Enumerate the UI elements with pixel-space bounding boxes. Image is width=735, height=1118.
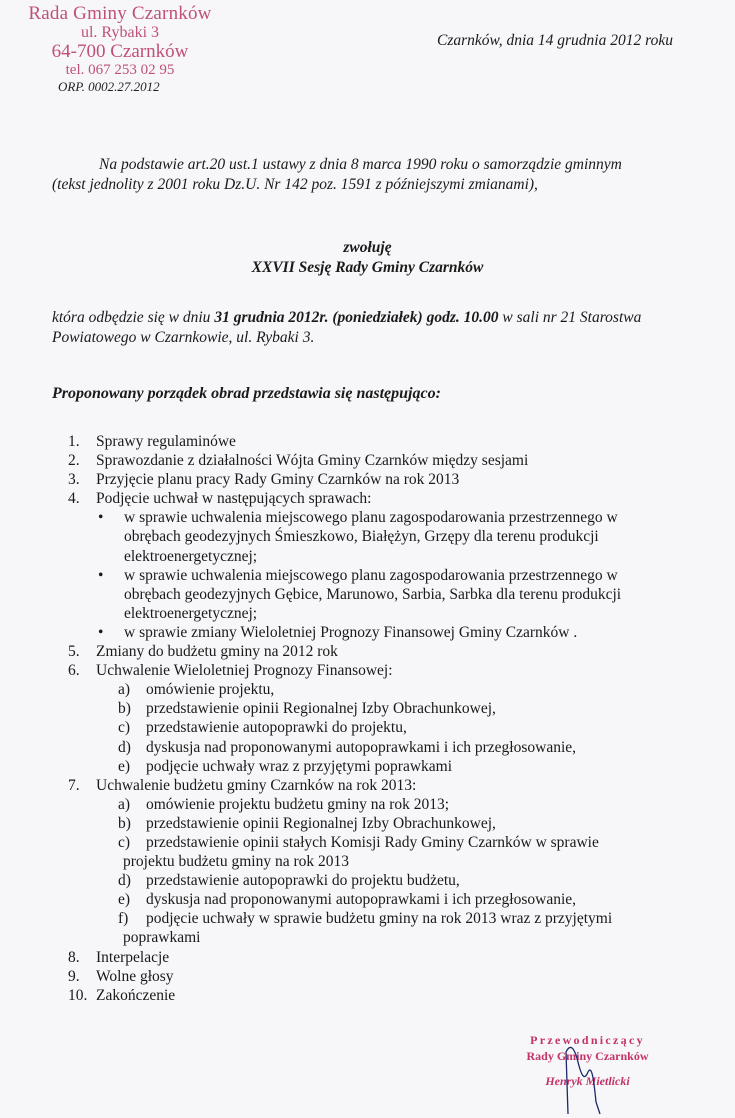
session-prefix: która odbędzie się w dniu xyxy=(52,309,215,326)
item-text: Uchwalenie Wieloletniej Prognozy Finansowej: xyxy=(96,662,393,680)
agenda-item xyxy=(68,642,708,661)
item-number: 10. xyxy=(68,986,88,1004)
sub-item xyxy=(68,738,708,757)
reference-number: ORP. 0002.27.2012 xyxy=(58,79,160,94)
sub-letter: e) xyxy=(118,757,131,775)
agenda-item xyxy=(68,967,708,986)
sub-text: omówienie projektu, xyxy=(146,681,275,699)
sub-item xyxy=(68,718,708,737)
agenda-item xyxy=(68,489,708,508)
item-number: 1. xyxy=(68,433,80,450)
sub-text: podjęcie uchwały w sprawie budżetu gminy na rok 2013 wraz z przyjętymi xyxy=(146,910,613,928)
convening-notice xyxy=(0,238,735,278)
sub-text: przedstawienie opinii stałych Komisji Rady Gminy Czarnków w sprawie xyxy=(146,833,599,851)
item-number: 6. xyxy=(68,662,80,680)
bullet-icon: • xyxy=(98,509,104,527)
item-text: Zakończenie xyxy=(96,986,176,1004)
item-text: Wolne głosy xyxy=(96,967,174,985)
item-number: 9. xyxy=(68,967,80,985)
chairman-org: Rady Gminy Czarnków xyxy=(526,1049,649,1063)
item-number: 3. xyxy=(68,471,80,489)
sub-letter: e) xyxy=(118,891,131,909)
sub-item xyxy=(68,814,708,833)
bullet-text: w sprawie zmiany Wieloletniej Prognozy Finansowej Gminy Czarnków . xyxy=(124,623,578,641)
bullet-text: w sprawie uchwalenia miejscowego planu zagospodarowania przestrzennego w xyxy=(124,509,618,527)
sub-item xyxy=(68,757,708,776)
sub-item xyxy=(68,890,708,909)
item-text: Podjęcie uchwał w następujących sprawach: xyxy=(96,490,372,508)
sub-item xyxy=(68,699,708,718)
agenda-heading: Proponowany porządek obrad przedstawia się następująco: xyxy=(52,385,441,402)
handwritten-signature-icon xyxy=(548,1042,618,1118)
item-text: Uchwalenie budżetu gminy Czarnków na rok 2013: xyxy=(96,776,417,794)
agenda-item xyxy=(68,948,708,967)
item-number: 2. xyxy=(68,452,80,470)
agenda-item xyxy=(68,470,708,489)
stamp-council-name: Rada Gminy Czarnków xyxy=(28,3,212,24)
sub-letter: b) xyxy=(118,700,131,718)
item-number: 8. xyxy=(68,948,80,966)
sub-letter: d) xyxy=(118,872,131,890)
bullet-text-cont: obrębach geodezyjnych Śmieszkowo, Białężyn, Grzępy dla terenu produkcji xyxy=(124,528,599,546)
item-text: Zmiany do budżetu gminy na 2012 rok xyxy=(96,643,338,661)
bullet-text-cont: elektroenergetycznej; xyxy=(124,604,258,622)
sub-letter: a) xyxy=(118,681,131,699)
item-text: Sprawozdanie z działalności Wójta Gminy Czarnków między sesjami xyxy=(96,452,529,470)
sub-item xyxy=(68,680,708,699)
sub-text: przedstawienie opinii Regionalnej Izby Obrachunkowej, xyxy=(146,700,496,718)
session-place-line-2: Powiatowego w Czarnkowie, ul. Rybaki 3. xyxy=(52,329,315,346)
legal-basis xyxy=(52,155,722,195)
item-text: Przyjęcie planu pracy Rady Gminy Czarnków na rok 2013 xyxy=(96,471,460,489)
sub-letter: f) xyxy=(118,910,129,928)
sub-text: przedstawienie opinii Regionalnej Izby Obrachunkowej, xyxy=(146,814,496,832)
sub-text: omówienie projektu budżetu gminy na rok 2013; xyxy=(146,795,450,813)
sub-item xyxy=(68,871,708,890)
item-number: 7. xyxy=(68,776,80,794)
date-line: Czarnków, dnia 14 grudnia 2012 roku xyxy=(437,32,673,49)
session-place: w sali nr 21 Starostwa xyxy=(498,309,642,326)
bullet-text: w sprawie uchwalenia miejscowego planu zagospodarowania przestrzennego w xyxy=(124,566,618,584)
agenda-item xyxy=(68,432,708,451)
agenda-item xyxy=(68,986,708,1005)
item-text: Interpelacje xyxy=(96,948,170,966)
sub-text: dyskusja nad proponowanymi autopoprawkami i ich przegłosowanie, xyxy=(146,891,577,909)
bullet-icon: • xyxy=(98,623,104,641)
agenda-item xyxy=(68,661,708,680)
stamp-postcode-city: 64-700 Czarnków xyxy=(51,41,189,62)
bullet-text-cont: elektroenergetycznej; xyxy=(124,547,258,565)
sub-text: podjęcie uchwały wraz z przyjętymi poprawkami xyxy=(146,757,453,775)
council-stamp xyxy=(0,4,240,80)
item-number: 4. xyxy=(68,490,80,508)
sub-letter: a) xyxy=(118,795,131,813)
agenda-item xyxy=(68,451,708,470)
bullet-item xyxy=(68,623,708,642)
sub-text-cont: poprawkami xyxy=(123,929,201,947)
legal-basis-line-2: (tekst jednolity z 2001 roku Dz.U. Nr 142 poz. 1591 z późniejszymi zmianami), xyxy=(52,176,538,193)
chairman-title: Przewodniczący xyxy=(530,1033,645,1047)
convene-verb: zwołuję xyxy=(343,239,392,256)
chairman-name: Henryk Mietlicki xyxy=(545,1074,630,1088)
sub-letter: d) xyxy=(118,738,131,756)
stamp-street: ul. Rybaki 3 xyxy=(80,24,160,41)
sub-text: dyskusja nad proponowanymi autopoprawkami i ich przegłosowanie, xyxy=(146,738,577,756)
bullet-item xyxy=(68,566,708,585)
session-details xyxy=(52,308,722,348)
sub-letter: b) xyxy=(118,814,131,832)
legal-basis-line-1: Na podstawie art.20 ust.1 ustawy z dnia 8 marca 1990 roku o samorządzie gminnym xyxy=(99,156,622,173)
session-date-time: 31 grudnia 2012r. (poniedziałek) godz. 10.00 xyxy=(214,309,499,326)
sub-item xyxy=(68,833,708,852)
sub-letter: c) xyxy=(118,719,131,737)
bullet-text-cont: obrębach geodezyjnych Gębice, Marunowo, Sarbia, Sarbka dla terenu produkcji xyxy=(124,585,622,603)
bullet-item xyxy=(68,508,708,527)
item-text: Sprawy regulaminówe xyxy=(96,433,236,450)
sub-item xyxy=(68,909,708,928)
sub-text: przedstawienie autopoprawki do projektu budżetu, xyxy=(146,872,460,890)
bullet-icon: • xyxy=(98,566,104,584)
agenda-item xyxy=(68,776,708,795)
agenda-list xyxy=(68,432,708,1005)
item-number: 5. xyxy=(68,643,80,661)
session-title: XXVII Sesję Rady Gminy Czarnków xyxy=(251,259,484,276)
sub-text: przedstawienie autopoprawki do projektu, xyxy=(146,719,407,737)
sub-item xyxy=(68,795,708,814)
sub-text-cont: projektu budżetu gminy na rok 2013 xyxy=(123,853,349,871)
stamp-phone: tel. 067 253 02 95 xyxy=(65,62,175,78)
sub-letter: c) xyxy=(118,833,131,851)
